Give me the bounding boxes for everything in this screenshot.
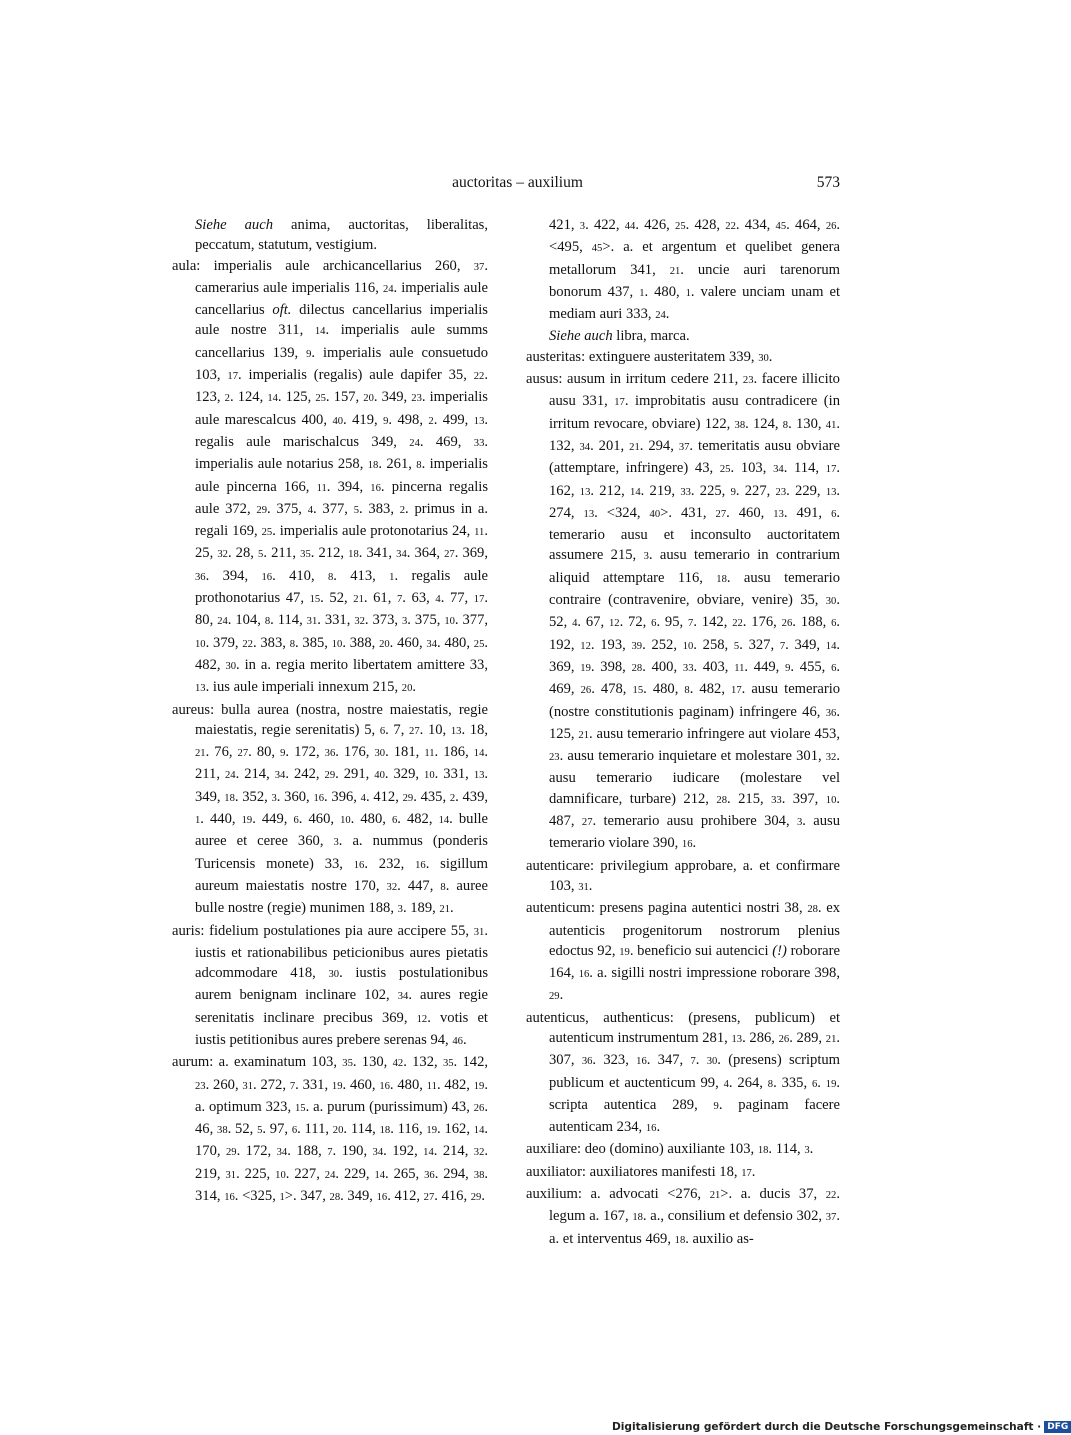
index-entry: Siehe auch anima, auctoritas, liberalitas, peccatum, statutum, vestigium. <box>195 217 488 254</box>
index-entry: 421, 3. 422, 44. 426, 25. 428, 22. 434, 45. 464, 26. <495, 45>. a. et argentum et quelibet genera metallorum 341, 21. uncie auri tarenorum bonorum 437, 1. 480, 1. valere unciam unam et mediam auri 333, 24. <box>549 217 841 323</box>
page-number: 573 <box>816 174 840 191</box>
funding-footer <box>612 1421 1069 1435</box>
running-title: auctoritas – auxilium <box>452 174 583 191</box>
index-entry: auxiliator: auxiliatores manifesti 18, 17. <box>526 1163 756 1180</box>
index-entry: auxilium: a. advocati <276, 21>. a. ducis 37, 22. legum a. 167, 18. a., consilium et defensio 302, 37. a. et interventus 469, 18. auxilio as- <box>526 1186 840 1247</box>
dfg-logo: DFG <box>1044 1421 1071 1433</box>
running-head <box>195 174 840 194</box>
index-entry: autenticus, authenticus: (presens, publicum) et autenticum instrumentum 281, 13. 286, 26. 289, 21. 307, 36. 323, 16. 347, 7. 30. (presens) scriptum publicum et auctenticum 99, 4. 264, 8. 335, 6. 19. scripta autentica 289, 9. paginam facere autenticam 234, 16. <box>526 1009 841 1136</box>
index-entry: autenticum: presens pagina autentici nostri 38, 28. ex autenticis progenitorum nostrorum plenius edoctus 92, 19. beneficio sui autencici (!) roborare 164, 16. a. sigilli nostri impressione roborare 398, 29. <box>526 900 841 1004</box>
index-entry: auxiliare: deo (domino) auxiliante 103, 18. 114, 3. <box>526 1141 814 1158</box>
funding-note: Digitalisierung gefördert durch die Deutsche Forschungsgemeinschaft · <box>612 1421 1042 1433</box>
index-entry: auris: fidelium postulationes pia aure accipere 55, 31. iustis et rationabilibus peticionibus aures pietatis adcommodare 418, 30. iustis postulationibus aurem benignam inclinare 102, 34. aures regie serenitatis inclinare precibus 369, 12. votis et iustis petitionibus aures prebere serenas 94, 46. <box>172 922 489 1048</box>
index-entry: aurum: a. examinatum 103, 35. 130, 42. 132, 35. 142, 23. 260, 31. 272, 7. 331, 19. 460, 16. 480, 11. 482, 19. a. optimum 323, 15. a. purum (purissimum) 43, 26. 46, 38. 52, 5. 97, 6. 111, 20. 114, 18. 116, 19. 162, 14. 170, 29. 172, 34. 188, 7. 190, 34. 192, 14. 214, 32. 219, 31. 225, 10. 227, 24. 229, 14. 265, 36. 294, 38. 314, 16. <325, 1>. 347, 28. 349, 16. 412, 27. 416, 29. <box>172 1054 489 1205</box>
index-entry: autenticare: privilegium approbare, a. et confirmare 103, 31. <box>526 857 840 894</box>
index-entry: aureus: bulla aurea (nostra, nostre maiestatis, regie maiestatis, regie serenitatis) 5, 6. 7, 27. 10, 13. 18, 21. 76, 27. 80, 9. 172, 36. 176, 30. 181, 11. 186, 14. 211, 24. 214, 34. 242, 29. 291, 40. 329, 10. 331, 13. 349, 18. 352, 3. 360, 16. 396, 4. 412, 29. 435, 2. 439, 1. 440, 19. 449, 6. 460, 10. 480, 6. 482, 14. bulle auree et ceree 360, 3. a. nummus (ponderis Turicensis monete) 33, 16. 232, 16. sigillum aureum maiestatis nostre 170, 32. 447, 8. auree bulle nostre (regie) munimen 188, 3. 189, 21. <box>172 701 489 917</box>
index-column-right <box>526 215 840 1251</box>
index-entry: Siehe auch libra, marca. <box>549 328 690 345</box>
index-entry: ausus: ausum in irritum cedere 211, 23. facere illicito ausu 331, 17. improbitatis ausu contradicere (in irritum revocare, obviare) 122, 38. 124, 8. 130, 41. 132, 34. 201, 21. 294, 37. temeritatis ausu obviare (attemptare, infringere) 43, 25. 103, 34. 114, 17. 162, 13. 212, 14. 219, 33. 225, 9. 227, 23. 229, 13. 274, 13. <324, 40>. 431, 27. 460, 13. 491, 6. temerario ausu et inconsulto auctoritatem assumere 215, 3. ausu temerario in contrarium aliquid attemptare 116, 18. ausu temerario contraire (contravenire, obviare, venire) 35, 30. 52, 4. 67, 12. 72, 6. 95, 7. 142, 22. 176, 26. 188, 6. 192, 12. 193, 39. 252, 10. 258, 5. 327, 7. 349, 14. 369, 19. 398, 28. 400, 33. 403, 11. 449, 9. 455, 6. 469, 26. 478, 15. 480, 8. 482, 17. ausu temerario (nostre constitutionis paginam) infringere 46, 36. 125, 21. ausu temerario infringere aut violare 453, 23. ausu temerario inquietare et molestare 301, 32. ausu temerario iudicare (molestare vel damnificare, turbare) 212, 28. 215, 33. 397, 10. 487, 27. temerario ausu prohibere 304, 3. ausu temerario violare 390, 16. <box>526 371 841 852</box>
index-entry: aula: imperialis aule archicancellarius 260, 37. camerarius aule imperialis 116, 24. imperialis aule cancellarius oft. dilectus cancellarius imperialis aule nostre 311, 14. imperialis aule summs cancellarius 139, 9. imperialis aule consuetudo 103, 17. imperialis (regalis) aule dapifer 35, 22. 123, 2. 124, 14. 125, 25. 157, 20. 349, 23. imperialis aule marescalcus 400, 40. 419, 9. 498, 2. 499, 13. regalis aule marischalcus 349, 24. 469, 33. imperialis aule notarius 258, 18. 261, 8. imperialis aule pincerna 166, 11. 394, 16. pincerna regalis aule 372, 29. 375, 4. 377, 5. 383, 2. primus in a. regali 169, 25. imperialis aule protonotarius 24, 11. 25, 32. 28, 5. 211, 35. 212, 18. 341, 34. 364, 27. 369, 36. 394, 16. 410, 8. 413, 1. regalis aule prothonotarius 47, 15. 52, 21. 61, 7. 63, 4. 77, 17. 80, 24. 104, 8. 114, 31. 331, 32. 373, 3. 375, 10. 377, 10. 379, 22. 383, 8. 385, 10. 388, 20. 460, 34. 480, 25. 482, 30. in a. regia merito libertatem amittere 33, 13. ius aule imperiali innexum 215, 20. <box>172 257 489 696</box>
index-column-left <box>172 215 488 1208</box>
index-entry: austeritas: extinguere austeritatem 339, 30. <box>526 348 773 365</box>
